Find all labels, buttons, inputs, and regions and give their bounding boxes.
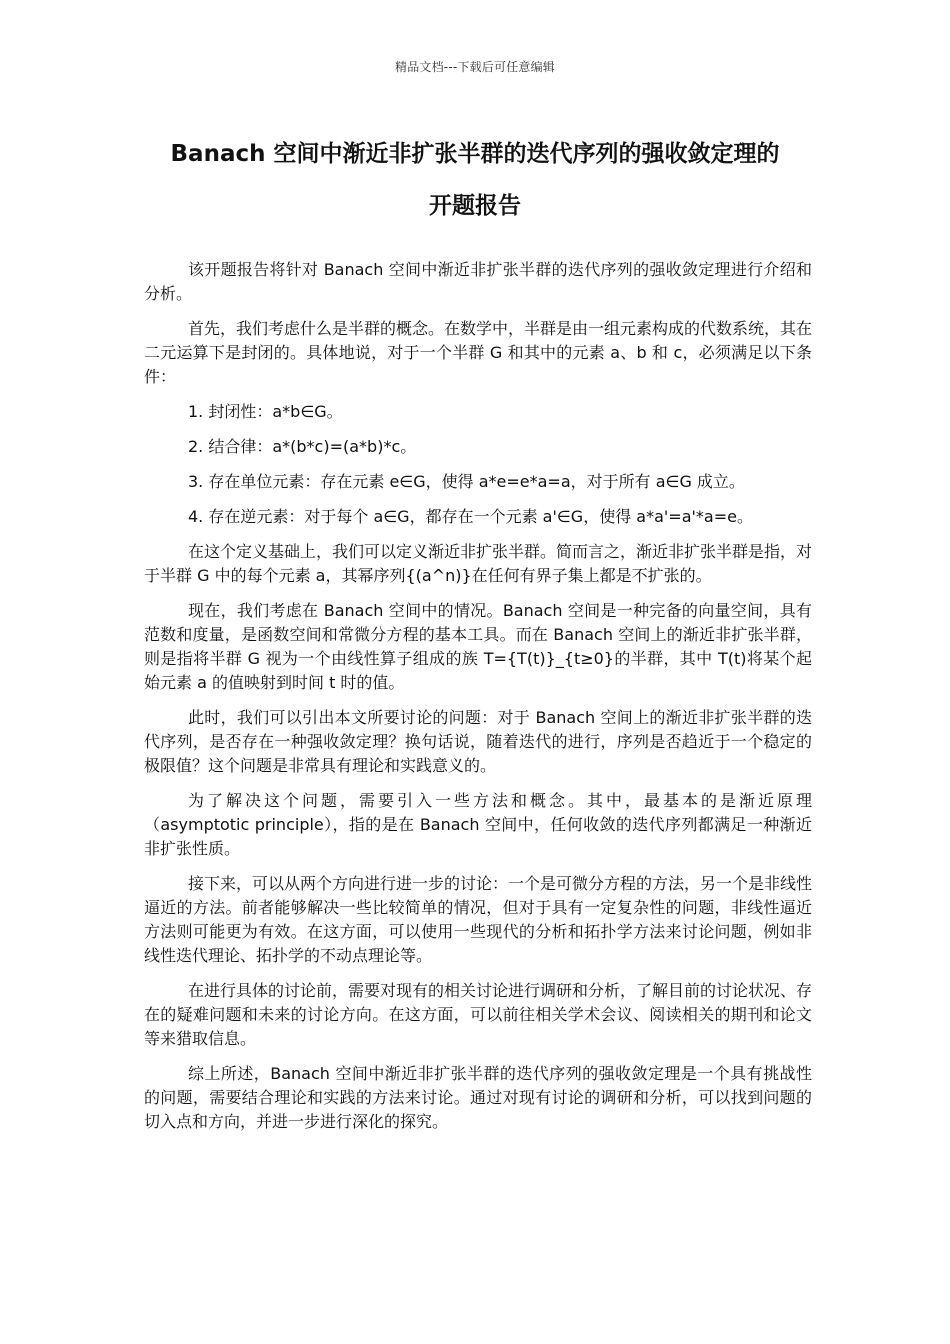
title-line-2: 开题报告 [429,193,521,219]
condition-item: 4. 存在逆元素：对于每个 a∈G，都存在一个元素 a'∈G，使得 a*a'=a'*a=e。 [188,507,753,526]
title-line-1: Banach 空间中渐近非扩张半群的迭代序列的强收敛定理的 [170,141,780,167]
paragraph-conclusion: 综上所述，Banach 空间中渐近非扩张半群的迭代序列的强收敛定理是一个具有挑战性的问题，需要结合理论和实践的方法来讨论。通过对现有讨论的调研和分析，可以找到问题的切入点和方向，并进一步进行深化的探究。 [144,1064,812,1131]
paragraph-research-question: 此时，我们可以引出本文所要讨论的问题：对于 Banach 空间上的渐近非扩张半群的迭代序列，是否存在一种强收敛定理？换句话说，随着迭代的进行，序列是否趋近于一个稳定的极限值？这个问题是非常具有理论和实践意义的。 [144,708,812,775]
paragraph-two-directions: 接下来，可以从两个方向进行进一步的讨论：一个是可微分方程的方法，另一个是非线性逼近的方法。前者能够解决一些比较简单的情况，但对于具有一定复杂性的问题，非线性逼近方法则可能更为有效。在这方面，可以使用一些现代的分析和拓扑学方法来讨论问题，例如非线性迭代理论、拓扑学的不动点理论等。 [144,874,813,965]
condition-item: 3. 存在单位元素：存在元素 e∈G，使得 a*e=e*a=a，对于所有 a∈G 成立。 [188,472,745,491]
paragraph-asymptotic-principle: 为了解决这个问题，需要引入一些方法和概念。其中，最基本的是渐近原理（asymptotic principle），指的是在 Banach 空间中，任何收敛的迭代序列都满足一种渐近非扩张性质。 [144,791,812,858]
condition-item: 1. 封闭性：a*b∈G。 [188,402,343,421]
paragraph-semigroup-concept: 首先，我们考虑什么是半群的概念。在数学中，半群是由一组元素构成的代数系统，其在二元运算下是封闭的。具体地说，对于一个半群 G 和其中的元素 a、b 和 c，必须满足以下条件： [144,319,813,386]
paragraph-intro: 该开题报告将针对 Banach 空间中渐近非扩张半群的迭代序列的强收敛定理进行介绍和分析。 [144,260,812,303]
paragraph-asymptotic-definition: 在这个定义基础上，我们可以定义渐近非扩张半群。简而言之，渐近非扩张半群是指，对于半群 G 中的每个元素 a，其幂序列{(a^n)}在任何有界子集上都是不扩张的。 [144,542,813,585]
paragraph-literature-review: 在进行具体的讨论前，需要对现有的相关讨论进行调研和分析，了解目前的讨论状况、存在的疑难问题和未来的讨论方向。在这方面，可以前往相关学术会议、阅读相关的期刊和论文等来猎取信息。 [144,981,813,1048]
header-note: 精品文档---下载后可任意编辑 [395,60,555,74]
document-body [144,258,812,1145]
condition-item: 2. 结合律：a*(b*c)=(a*b)*c。 [188,437,417,456]
document-title [120,128,830,232]
paragraph-banach-space: 现在，我们考虑在 Banach 空间中的情况。Banach 空间是一种完备的向量空间，具有范数和度量，是函数空间和常微分方程的基本工具。而在 Banach 空间上的渐近非扩张半群，则是指将半群 G 视为一个由线性算子组成的族 T={T(t)}_{t≥0}的半群，其中 T(t)将某个起始元素 a 的值映射到时间 t 时的值。 [144,601,812,692]
